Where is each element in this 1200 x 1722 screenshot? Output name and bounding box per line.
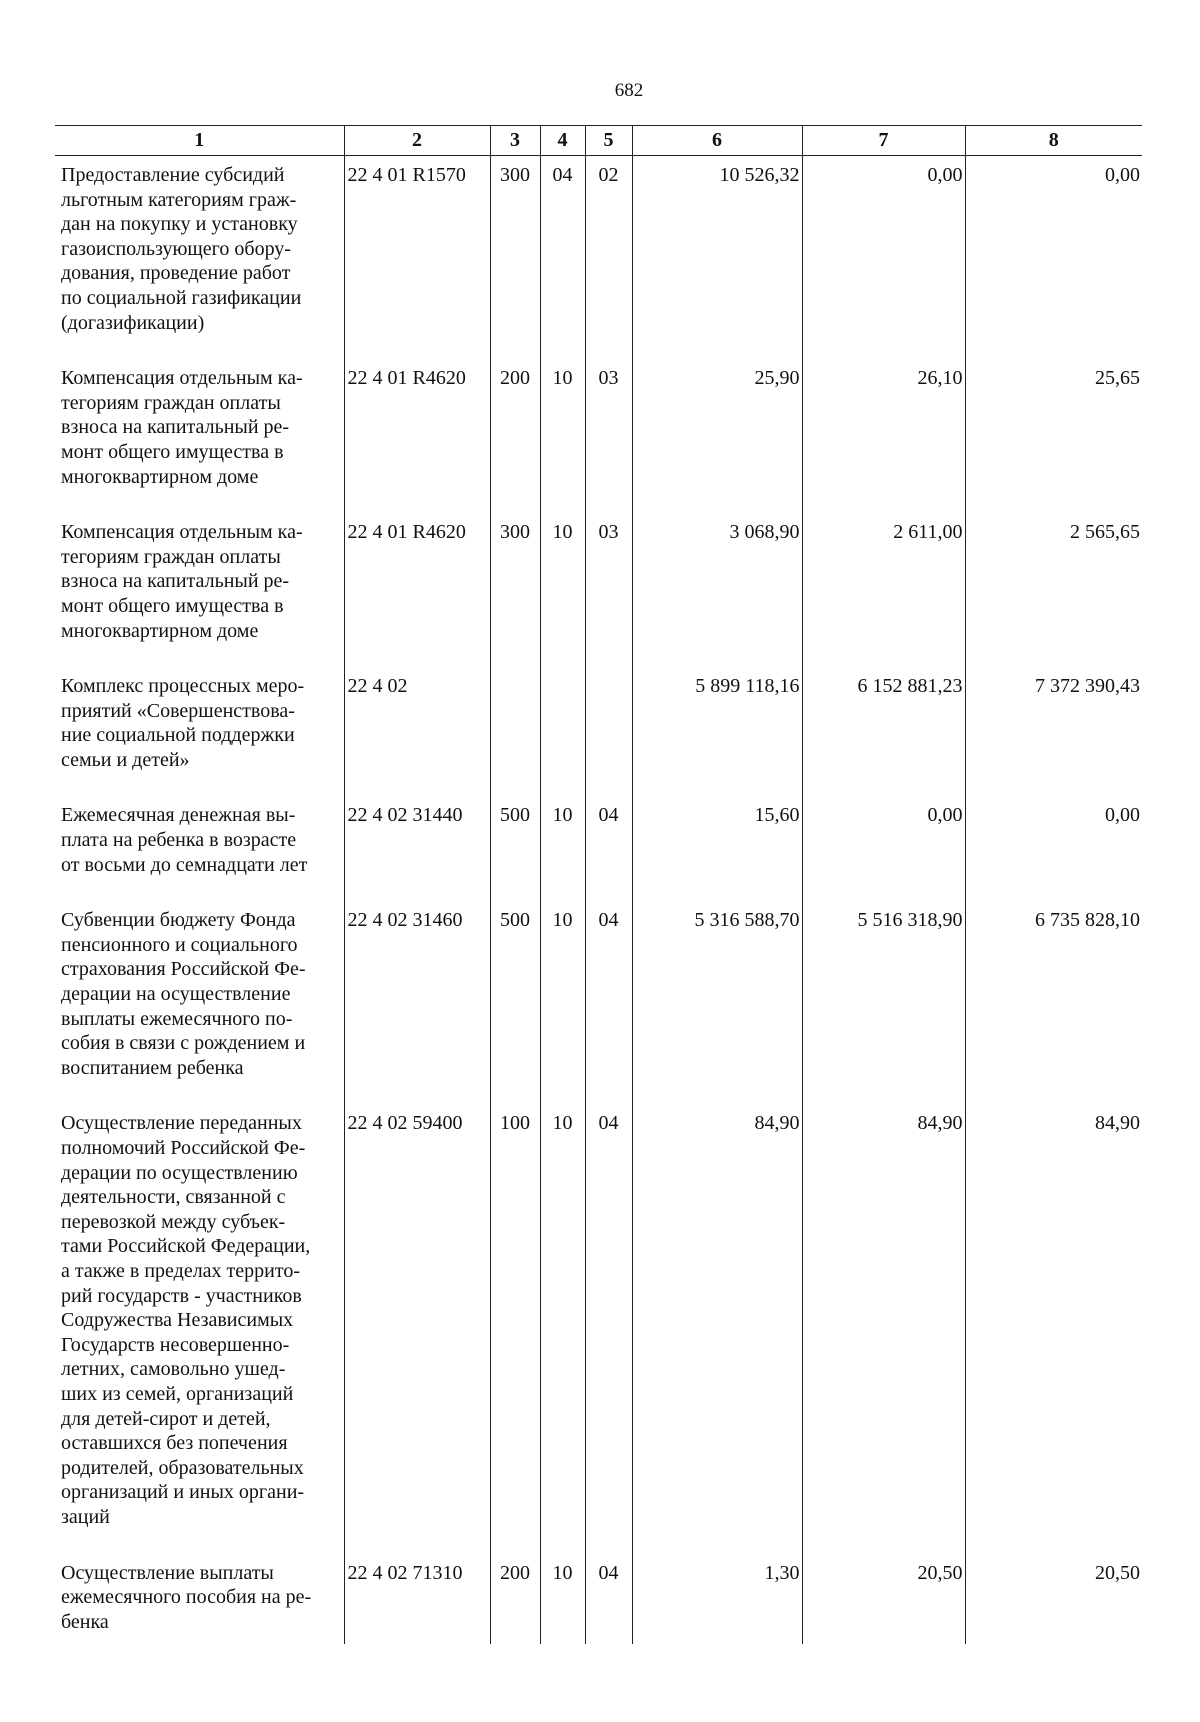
cell-code: 22 4 02 31460 — [344, 901, 490, 1104]
cell-col-3: 500 — [490, 796, 540, 901]
cell-col-6: 10 526,32 — [632, 156, 802, 360]
cell-col-4: 10 — [540, 1554, 585, 1645]
header-col-6: 6 — [632, 126, 802, 156]
header-col-4: 4 — [540, 126, 585, 156]
header-row — [55, 126, 1142, 156]
cell-col-7: 26,10 — [802, 359, 965, 513]
header-col-5: 5 — [585, 126, 632, 156]
cell-col-7: 0,00 — [802, 156, 965, 360]
header-col-2: 2 — [344, 126, 490, 156]
name-line: родителей, образовательных — [61, 1456, 304, 1479]
cell-col-4: 04 — [540, 156, 585, 360]
name-line: монт общего имущества в — [61, 440, 284, 463]
name-line: ежемесячного пособия на ре- — [61, 1586, 312, 1609]
name-line: семьи и детей» — [61, 748, 190, 771]
cell-col-5: 02 — [585, 156, 632, 360]
cell-col-8: 7 372 390,43 — [965, 667, 1142, 796]
cell-name — [55, 901, 344, 1104]
name-line: Содружества Независимых — [61, 1309, 294, 1332]
cell-name — [55, 1554, 344, 1645]
cell-col-6: 5 899 118,16 — [632, 667, 802, 796]
table-row — [55, 359, 1142, 513]
cell-code: 22 4 01 R4620 — [344, 513, 490, 667]
cell-name — [55, 667, 344, 796]
name-line: Комплекс процессных меро- — [61, 675, 305, 698]
table-row — [55, 1554, 1142, 1645]
name-line: тегориям граждан оплаты — [61, 391, 281, 414]
name-line: а также в пределах террито- — [61, 1259, 301, 1282]
cell-col-6: 3 068,90 — [632, 513, 802, 667]
cell-col-4 — [540, 667, 585, 796]
cell-col-3: 100 — [490, 1104, 540, 1553]
name-line: тегориям граждан оплаты — [61, 545, 281, 568]
name-line: приятий «Совершенствова- — [61, 699, 295, 722]
cell-name — [55, 156, 344, 360]
cell-col-5 — [585, 667, 632, 796]
cell-col-5: 04 — [585, 796, 632, 901]
cell-col-7: 20,50 — [802, 1554, 965, 1645]
cell-code: 22 4 01 R1570 — [344, 156, 490, 360]
name-line: заций — [61, 1505, 110, 1528]
cell-code: 22 4 02 — [344, 667, 490, 796]
name-line: для детей-сирот и детей, — [61, 1407, 271, 1430]
cell-col-8: 20,50 — [965, 1554, 1142, 1645]
cell-col-7: 2 611,00 — [802, 513, 965, 667]
name-line: перевозкой между субъек- — [61, 1210, 286, 1233]
cell-col-7: 5 516 318,90 — [802, 901, 965, 1104]
cell-col-3: 200 — [490, 1554, 540, 1645]
name-line: собия в связи с рождением и — [61, 1032, 306, 1055]
name-line: газоиспользующего обору- — [61, 237, 291, 260]
name-line: Субвенции бюджету Фонда — [61, 909, 296, 932]
cell-col-7: 6 152 881,23 — [802, 667, 965, 796]
budget-table — [55, 125, 1142, 1644]
cell-col-8: 2 565,65 — [965, 513, 1142, 667]
page-number: 682 — [614, 80, 644, 101]
header-col-1: 1 — [55, 126, 344, 156]
header-col-3: 3 — [490, 126, 540, 156]
cell-col-5: 04 — [585, 1554, 632, 1645]
cell-col-5: 04 — [585, 1104, 632, 1553]
name-line: оставшихся без попечения — [61, 1432, 288, 1455]
cell-col-4: 10 — [540, 901, 585, 1104]
name-line: Компенсация отдельным ка- — [61, 367, 303, 390]
name-line: летних, самовольно ушед- — [61, 1358, 286, 1381]
header-col-8: 8 — [965, 126, 1142, 156]
table-row — [55, 901, 1142, 1104]
table-row — [55, 796, 1142, 901]
cell-col-4: 10 — [540, 513, 585, 667]
name-line: страхования Российской Фе- — [61, 958, 306, 981]
name-line: Государств несовершенно- — [61, 1333, 290, 1356]
table-row — [55, 1104, 1142, 1553]
table-header — [55, 126, 1142, 156]
name-line: организаций и иных органи- — [61, 1481, 305, 1504]
name-line: (догазификации) — [61, 311, 205, 334]
table-body — [55, 156, 1142, 1645]
name-line: по социальной газификации — [61, 286, 302, 309]
name-line: Компенсация отдельным ка- — [61, 521, 303, 544]
cell-col-4: 10 — [540, 359, 585, 513]
name-line: Ежемесячная денежная вы- — [61, 804, 296, 827]
name-line: дерации по осуществлению — [61, 1161, 298, 1184]
name-line: ние социальной поддержки — [61, 724, 295, 747]
name-line: рий государств - участников — [61, 1284, 302, 1307]
name-line: Осуществление переданных — [61, 1112, 302, 1135]
cell-code: 22 4 02 71310 — [344, 1554, 490, 1645]
name-line: плата на ребенка в возрасте — [61, 829, 297, 852]
cell-col-7: 0,00 — [802, 796, 965, 901]
cell-code: 22 4 02 31440 — [344, 796, 490, 901]
cell-col-8: 0,00 — [965, 156, 1142, 360]
name-line: многоквартирном доме — [61, 465, 259, 488]
cell-col-5: 03 — [585, 359, 632, 513]
cell-name — [55, 1104, 344, 1553]
cell-col-6: 5 316 588,70 — [632, 901, 802, 1104]
cell-col-8: 6 735 828,10 — [965, 901, 1142, 1104]
name-line: монт общего имущества в — [61, 594, 284, 617]
name-line: тами Российской Федерации, — [61, 1235, 311, 1258]
cell-col-7: 84,90 — [802, 1104, 965, 1553]
name-line: взноса на капитальный ре- — [61, 570, 290, 593]
table-row — [55, 156, 1142, 360]
cell-code: 22 4 02 59400 — [344, 1104, 490, 1553]
header-col-7: 7 — [802, 126, 965, 156]
name-line: от восьми до семнадцати лет — [61, 853, 308, 876]
cell-col-3: 500 — [490, 901, 540, 1104]
cell-col-3: 200 — [490, 359, 540, 513]
name-line: взноса на капитальный ре- — [61, 416, 290, 439]
cell-col-6: 25,90 — [632, 359, 802, 513]
name-line: деятельности, связанной с — [61, 1186, 286, 1209]
table-row — [55, 513, 1142, 667]
table-row — [55, 667, 1142, 796]
name-line: многоквартирном доме — [61, 619, 259, 642]
cell-col-8: 0,00 — [965, 796, 1142, 901]
name-line: ших из семей, организаций — [61, 1382, 294, 1405]
name-line: воспитанием ребенка — [61, 1056, 244, 1079]
name-line: льготным категориям граж- — [61, 188, 297, 211]
name-line: выплаты ежемесячного по- — [61, 1007, 293, 1030]
name-line: полномочий Российской Фе- — [61, 1137, 306, 1159]
name-line: дования, проведение работ — [61, 262, 291, 285]
cell-name — [55, 513, 344, 667]
cell-col-3 — [490, 667, 540, 796]
cell-col-8: 25,65 — [965, 359, 1142, 513]
cell-col-5: 04 — [585, 901, 632, 1104]
cell-col-6: 84,90 — [632, 1104, 802, 1553]
cell-col-6: 1,30 — [632, 1554, 802, 1645]
cell-name — [55, 359, 344, 513]
name-line: пенсионного и социального — [61, 933, 298, 956]
name-line: дерации на осуществление — [61, 983, 291, 1006]
cell-col-5: 03 — [585, 513, 632, 667]
name-line: Предоставление субсидий — [61, 164, 285, 186]
cell-col-4: 10 — [540, 796, 585, 901]
cell-col-6: 15,60 — [632, 796, 802, 901]
name-line: Осуществление выплаты — [61, 1561, 274, 1584]
cell-col-3: 300 — [490, 513, 540, 667]
cell-col-3: 300 — [490, 156, 540, 360]
cell-name — [55, 796, 344, 901]
cell-code: 22 4 01 R4620 — [344, 359, 490, 513]
name-line: бенка — [61, 1610, 109, 1633]
cell-col-8: 84,90 — [965, 1104, 1142, 1553]
cell-col-4: 10 — [540, 1104, 585, 1553]
name-line: дан на покупку и установку — [61, 213, 298, 236]
